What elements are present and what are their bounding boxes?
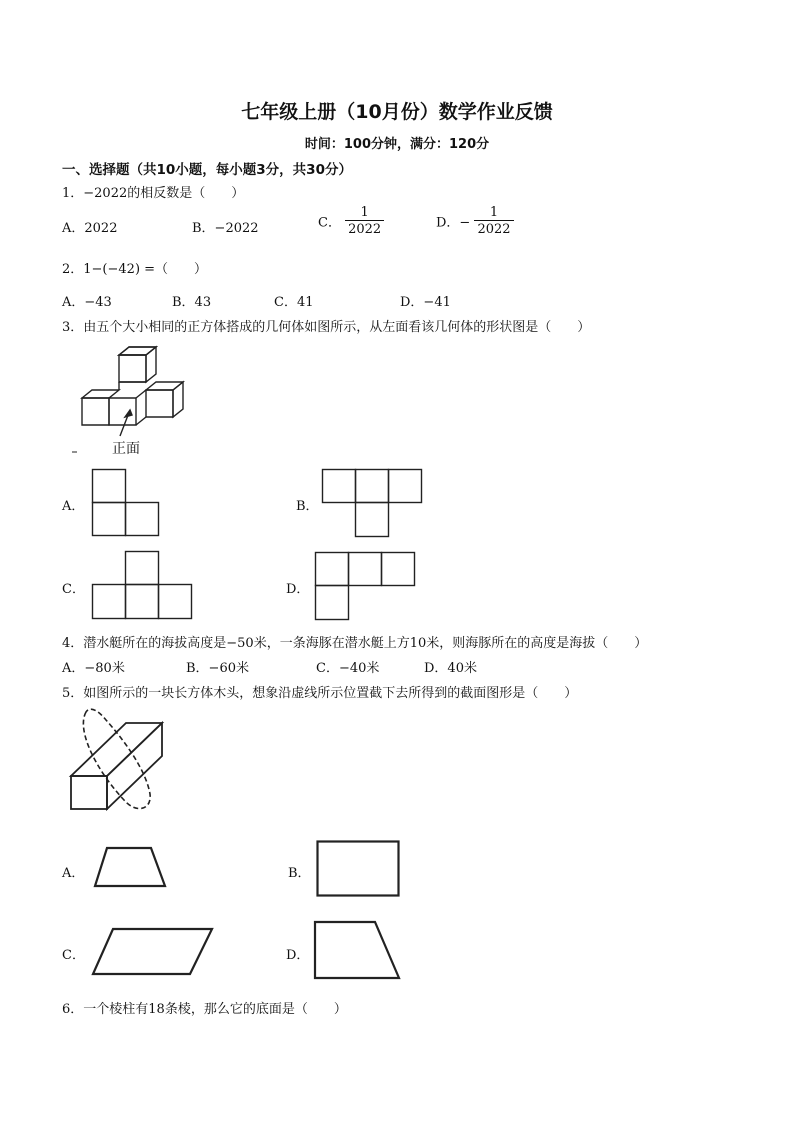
- q1-option-c-fraction: [345, 205, 384, 237]
- q5-option-c: C．: [62, 948, 85, 963]
- q1-option-d-fraction: [474, 205, 513, 237]
- fraction-numerator: 1: [489, 205, 499, 220]
- fraction-denominator: 2022: [345, 220, 384, 237]
- q3-option-d: D．: [286, 582, 310, 597]
- q4-option-b: B．−60米: [186, 661, 249, 676]
- q5-cuboid-figure: [66, 710, 168, 816]
- q1-option-d-label: D．−: [436, 215, 471, 231]
- q5-option-a: A．: [62, 866, 85, 881]
- question-4-stem: 4．潜水艇所在的海拔高度是−50米，一条海豚在潜水艇上方10米，则海豚所在的高度是海拔（ ）: [62, 636, 648, 651]
- q3-option-b-figure: [322, 469, 424, 539]
- front-view-label: 正面: [112, 441, 140, 457]
- q3-option-c-figure: [92, 551, 194, 621]
- q1-option-c-label: C．: [318, 215, 341, 231]
- page-title: 七年级上册（10月份）数学作业反馈: [241, 101, 553, 123]
- question-1-stem: 1．−2022的相反数是（ ）: [62, 186, 245, 201]
- q5-option-d-trapezoid: [313, 920, 403, 982]
- question-6-stem: 6．一个棱柱有18条棱，那么它的底面是（ ）: [62, 1002, 347, 1017]
- q1-option-b: B．−2022: [192, 221, 259, 236]
- q3-option-c: C．: [62, 582, 85, 597]
- q2-option-b: B．43: [172, 295, 212, 310]
- q3-option-a-figure: [92, 469, 160, 537]
- q2-option-c: C．41: [274, 295, 314, 310]
- exam-info: 时间：100分钟，满分：120分: [304, 137, 490, 152]
- q3-option-a: A．: [62, 499, 85, 514]
- q5-option-a-trapezoid: [93, 846, 169, 890]
- q4-option-d: D．40米: [424, 661, 477, 676]
- q2-option-d: D．−41: [400, 295, 451, 310]
- q5-option-d: D．: [286, 948, 310, 963]
- question-3-stem: 3．由五个大小相同的正方体搭成的几何体如图所示，从左面看该几何体的形状图是（ ）: [62, 320, 591, 335]
- q1-option-a: A．2022: [62, 221, 118, 236]
- fraction-numerator: 1: [360, 205, 369, 220]
- q1-option-d: [436, 205, 514, 237]
- question-2-stem: 2．1−(−42) =（ ）: [62, 262, 208, 277]
- q4-option-a: A．−80米: [62, 661, 125, 676]
- q2-option-a: A．−43: [62, 295, 112, 310]
- q5-option-c-parallelogram: [91, 926, 217, 978]
- question-5-stem: 5．如图所示的一块长方体木头，想象沿虚线所示位置截下去所得到的截面图形是（ ）: [62, 686, 578, 701]
- q3-option-b: B．: [296, 499, 319, 514]
- q1-option-c: [318, 205, 384, 237]
- q5-option-b-rectangle: [316, 840, 402, 898]
- fraction-denominator: 2022: [474, 220, 513, 237]
- q4-option-c: C．−40米: [316, 661, 380, 676]
- q5-option-b: B．: [288, 866, 311, 881]
- q3-option-d-figure: [315, 552, 417, 622]
- section-heading: 一、选择题（共10小题，每小题3分，共30分）: [62, 162, 352, 178]
